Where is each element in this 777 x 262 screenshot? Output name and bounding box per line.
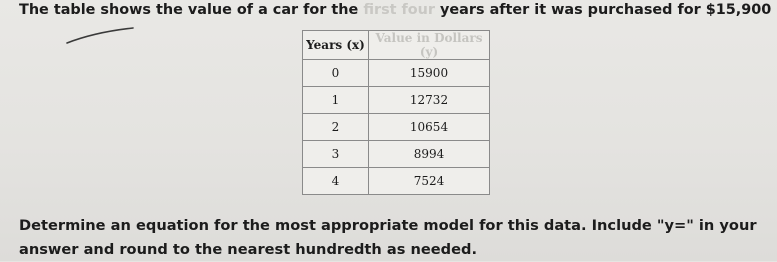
question-intro (19, 2, 777, 18)
cell-years: 2 (303, 114, 369, 141)
question-intro-text: The table shows the value of a car for the (19, 2, 364, 18)
question-intro-text-end: years after it was purchased for $15,900 (435, 2, 772, 18)
cell-value: 15900 (369, 60, 490, 87)
header-value: Value in Dollars (y) (369, 31, 490, 60)
cell-value: 12732 (369, 87, 490, 114)
cell-value: 10654 (369, 114, 490, 141)
cell-years: 3 (303, 141, 369, 168)
cell-years: 1 (303, 87, 369, 114)
table-row (303, 60, 490, 87)
question-instruction (19, 214, 777, 262)
cell-value: 8994 (369, 141, 490, 168)
instruction-line-1: Determine an equation for the most appropriate model for this data. Include "y=" in your (19, 217, 757, 234)
table-row (303, 168, 490, 195)
pen-stroke-mark (65, 26, 135, 46)
question-intro-faded-text: first four (363, 2, 436, 18)
header-years: Years (x) (303, 31, 369, 60)
cell-value: 7524 (369, 168, 490, 195)
table-header-row (303, 31, 490, 60)
table-row (303, 87, 490, 114)
table-row (303, 141, 490, 168)
table-row (303, 114, 490, 141)
instruction-line-2: answer and round to the nearest hundredth as needed. (19, 241, 478, 258)
cell-years: 4 (303, 168, 369, 195)
value-table (302, 30, 490, 195)
cell-years: 0 (303, 60, 369, 87)
